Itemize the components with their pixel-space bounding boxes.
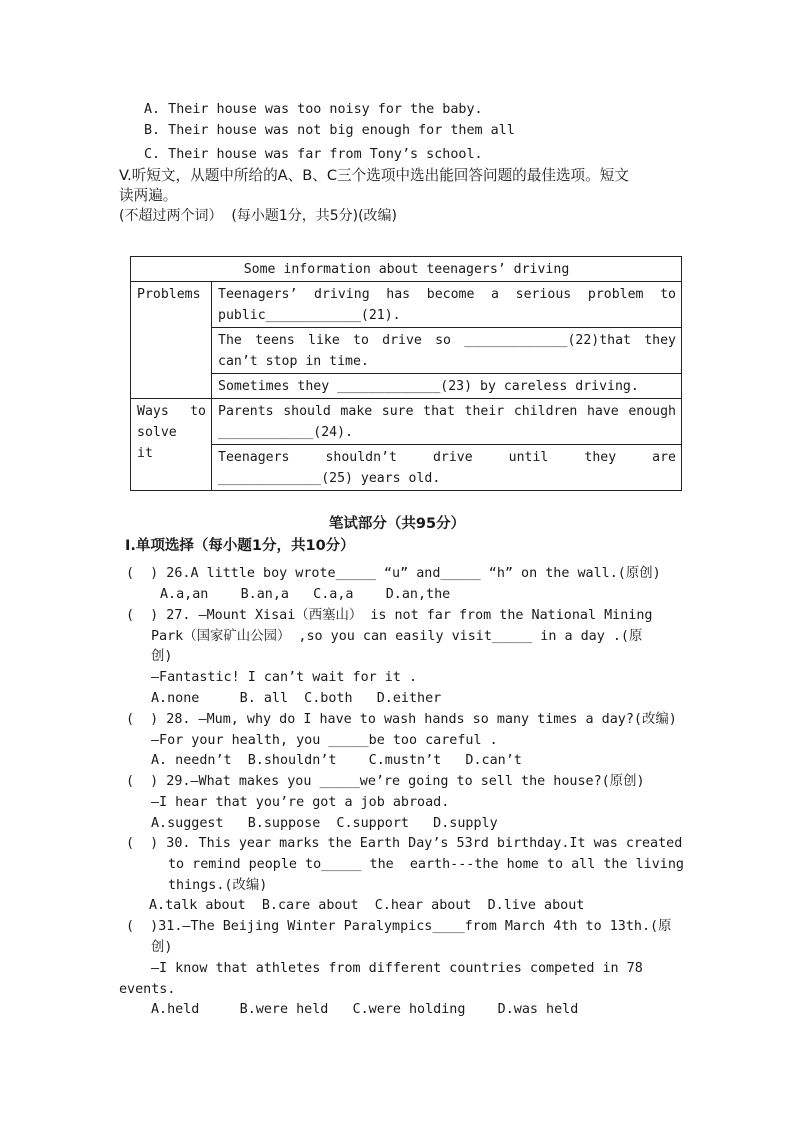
problems-label: Problems [131,282,212,399]
question-29-reply: —I hear that you’re got a job abroad. [151,795,450,810]
table-row [212,374,682,399]
question-31-reply-cont: events. [119,982,176,997]
ways-label-line2: solve [137,425,177,440]
question-30: ( ) 30. This year marks the Earth Day’s 53rd birthday.It was created [126,836,683,851]
row-21-line2: public____________(21). [218,308,401,323]
part-title: I.单项选择（每小题1分，共10分） [125,538,355,554]
ways-label-line1: Ways to [137,404,206,419]
table-row [212,328,682,374]
ways-label [131,399,212,491]
question-27: ( ) 27. —Mount Xisai（西塞山） is not far from the National Mining [126,608,653,623]
info-table [130,256,682,491]
question-27-options: A.none B. all C.both D.either [151,691,442,706]
question-29-options: A.suggest B.suppose C.support D.supply [151,816,498,831]
question-31-line2: 创) [151,940,173,955]
question-28-reply: —For your health, you _____be too careful . [151,733,498,748]
row-25-line2: _____________(25) years old. [218,471,441,486]
option-c: C. Their house was far from Tony’s school. [144,147,483,162]
ways-label-line3: it [137,446,153,461]
table-title: Some information about teenagers’ driving [131,257,682,282]
row-21-line1: Teenagers’ driving has become a serious problem to [218,287,676,302]
section-v-instruction-cont: 读两遍。 [119,187,178,204]
row-24-line2: ____________(24). [218,425,353,440]
option-a: A. Their house was too noisy for the baby. [144,102,483,117]
question-31: ( )31.—The Beijing Winter Paralympics____from March 4th to 13th.(原 [126,919,672,934]
question-28: ( ) 28. —Mum, why do I have to wash hands so many times a day?(改编) [126,712,677,727]
question-30-line2: to remind people to_____ the earth---the home to all the living [168,857,684,872]
question-26-options: A.a,an B.an,a C.a,a D.an,the [160,587,451,602]
row-23-line1: Sometimes they _____________(23) by careless driving. [218,379,639,394]
option-b: B. Their house was not big enough for them all [144,123,515,138]
table-row [212,445,682,491]
question-30-line3: things.(改编) [168,878,268,893]
section-v-note: (不超过两个词） (每小题1分，共5分)(改编) [119,208,398,224]
row-22-line2: can’t stop in time. [218,354,369,369]
row-22-line1: The teens like to drive so _____________(22)that they [218,333,676,348]
question-31-reply: —I know that athletes from different countries competed in 78 [151,961,643,976]
question-27-line3: 创) [151,649,173,664]
table-row [212,399,682,445]
question-27-line2: Park（国家矿山公园） ,so you can easily visit_____ in a day .(原 [151,629,643,644]
question-27-reply: —Fantastic! I can’t wait for it . [151,670,418,685]
question-30-options: A.talk about B.care about C.hear about D.live about [149,898,585,913]
row-25-line1: Teenagers shouldn’t drive until they are [218,450,676,465]
question-31-options: A.held B.were held C.were holding D.was held [151,1002,579,1017]
section-v-instruction: V.听短文，从题中所给的A、B、C三个选项中选出能回答问题的最佳选项。短文 [119,167,629,184]
question-28-options: A. needn’t B.shouldn’t C.mustn’t D.can’t [151,753,522,768]
section-title: 笔试部分（共95分） [328,516,466,532]
row-24-line1: Parents should make sure that their children have enough [218,404,676,419]
question-26: ( ) 26.A little boy wrote_____ “u” and_____ “h” on the wall.(原创) [126,566,661,581]
question-29: ( ) 29.—What makes you _____we’re going to sell the house?(原创) [126,774,645,789]
table-row [212,282,682,328]
